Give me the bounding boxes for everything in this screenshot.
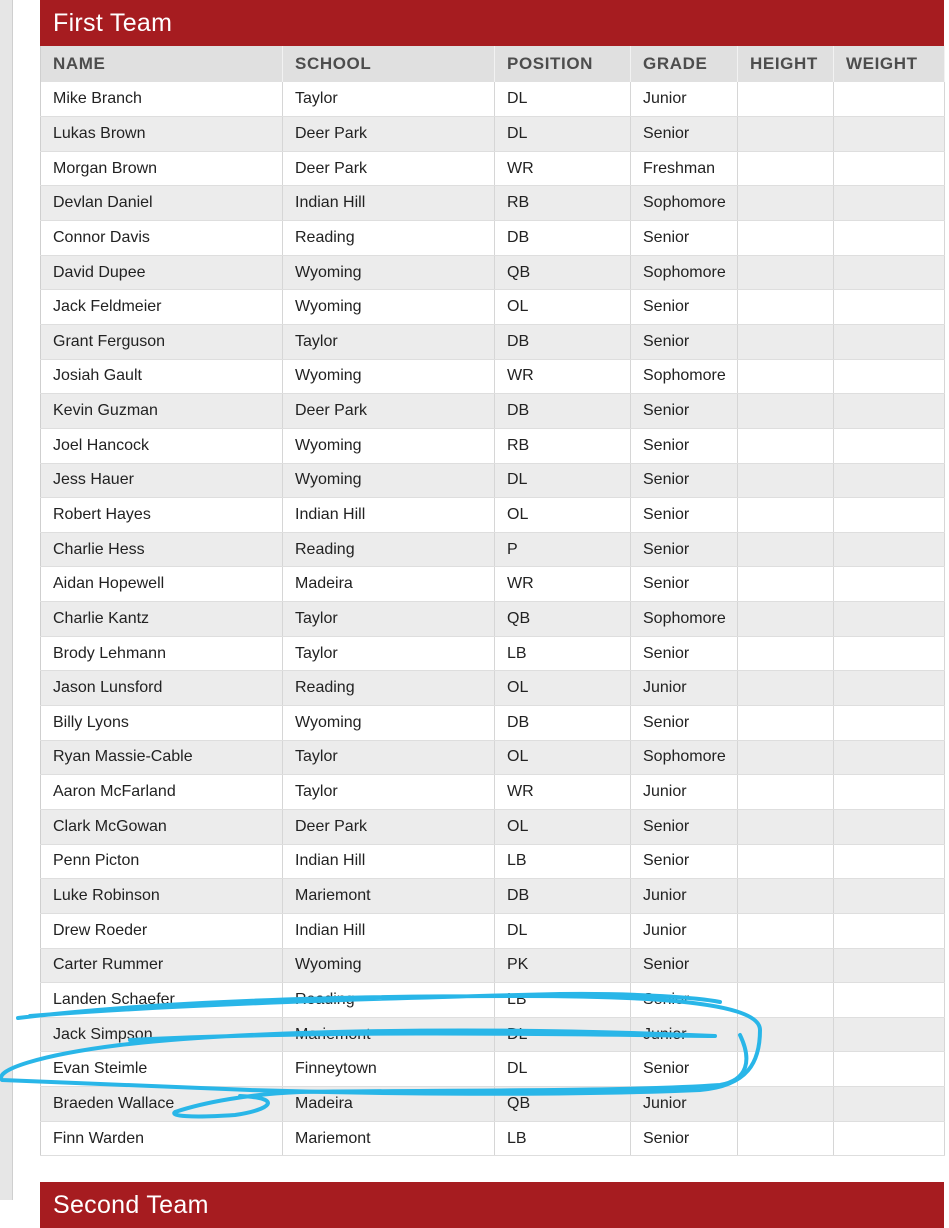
- cell-height: [738, 498, 834, 533]
- cell-grade: Senior: [631, 1121, 738, 1156]
- cell-weight: [834, 1052, 945, 1087]
- cell-height: [738, 775, 834, 810]
- cell-position: OL: [495, 498, 631, 533]
- cell-grade: Junior: [631, 671, 738, 706]
- cell-weight: [834, 913, 945, 948]
- cell-grade: Senior: [631, 1052, 738, 1087]
- cell-height: [738, 186, 834, 221]
- cell-position: WR: [495, 359, 631, 394]
- cell-weight: [834, 948, 945, 983]
- cell-school: Mariemont: [283, 879, 495, 914]
- table-row: [41, 463, 945, 498]
- cell-school: Madeira: [283, 567, 495, 602]
- cell-grade: Sophomore: [631, 740, 738, 775]
- cell-position: PK: [495, 948, 631, 983]
- cell-grade: Senior: [631, 706, 738, 741]
- cell-name: Joel Hancock: [41, 428, 283, 463]
- cell-weight: [834, 117, 945, 152]
- cell-height: [738, 567, 834, 602]
- cell-position: DB: [495, 879, 631, 914]
- cell-school: Indian Hill: [283, 186, 495, 221]
- cell-height: [738, 1087, 834, 1122]
- first-team-table: [40, 46, 945, 1156]
- cell-weight: [834, 394, 945, 429]
- cell-school: Reading: [283, 221, 495, 256]
- cell-name: Connor Davis: [41, 221, 283, 256]
- cell-school: Taylor: [283, 82, 495, 117]
- cell-school: Taylor: [283, 636, 495, 671]
- cell-grade: Senior: [631, 498, 738, 533]
- cell-school: Wyoming: [283, 706, 495, 741]
- cell-grade: Junior: [631, 775, 738, 810]
- cell-school: Reading: [283, 532, 495, 567]
- cell-weight: [834, 844, 945, 879]
- cell-grade: Junior: [631, 1087, 738, 1122]
- table-row: [41, 324, 945, 359]
- cell-height: [738, 394, 834, 429]
- cell-school: Madeira: [283, 1087, 495, 1122]
- table-row: [41, 636, 945, 671]
- cell-name: Lukas Brown: [41, 117, 283, 152]
- cell-position: QB: [495, 1087, 631, 1122]
- cell-position: DL: [495, 463, 631, 498]
- cell-height: [738, 1017, 834, 1052]
- cell-weight: [834, 671, 945, 706]
- column-header-school: SCHOOL: [283, 46, 495, 82]
- first-team-section: [40, 0, 944, 1156]
- cell-name: Billy Lyons: [41, 706, 283, 741]
- table-row: [41, 602, 945, 637]
- cell-weight: [834, 221, 945, 256]
- cell-weight: [834, 255, 945, 290]
- cell-grade: Senior: [631, 463, 738, 498]
- cell-name: Finn Warden: [41, 1121, 283, 1156]
- cell-position: QB: [495, 255, 631, 290]
- cell-grade: Senior: [631, 844, 738, 879]
- cell-position: LB: [495, 1121, 631, 1156]
- table-row: [41, 532, 945, 567]
- cell-height: [738, 844, 834, 879]
- cell-height: [738, 671, 834, 706]
- cell-school: Reading: [283, 671, 495, 706]
- cell-height: [738, 428, 834, 463]
- left-scroll-rail: [0, 0, 13, 1200]
- table-row: [41, 983, 945, 1018]
- cell-name: Aaron McFarland: [41, 775, 283, 810]
- table-row: [41, 498, 945, 533]
- cell-name: Drew Roeder: [41, 913, 283, 948]
- cell-school: Wyoming: [283, 948, 495, 983]
- cell-position: DL: [495, 913, 631, 948]
- cell-height: [738, 602, 834, 637]
- cell-grade: Senior: [631, 117, 738, 152]
- cell-position: LB: [495, 636, 631, 671]
- cell-position: LB: [495, 844, 631, 879]
- table-row: [41, 671, 945, 706]
- cell-name: Jack Feldmeier: [41, 290, 283, 325]
- table-row: [41, 1121, 945, 1156]
- cell-grade: Junior: [631, 1017, 738, 1052]
- cell-grade: Senior: [631, 948, 738, 983]
- cell-height: [738, 117, 834, 152]
- cell-height: [738, 706, 834, 741]
- cell-weight: [834, 1121, 945, 1156]
- cell-grade: Senior: [631, 567, 738, 602]
- cell-name: Brody Lehmann: [41, 636, 283, 671]
- table-row: [41, 844, 945, 879]
- cell-school: Wyoming: [283, 428, 495, 463]
- cell-weight: [834, 290, 945, 325]
- cell-grade: Junior: [631, 82, 738, 117]
- cell-weight: [834, 532, 945, 567]
- table-header-row: [41, 46, 945, 82]
- cell-grade: Junior: [631, 913, 738, 948]
- cell-height: [738, 983, 834, 1018]
- cell-position: RB: [495, 428, 631, 463]
- table-row: [41, 117, 945, 152]
- table-row: [41, 359, 945, 394]
- cell-name: Josiah Gault: [41, 359, 283, 394]
- cell-name: Jason Lunsford: [41, 671, 283, 706]
- cell-name: Devlan Daniel: [41, 186, 283, 221]
- cell-grade: Senior: [631, 290, 738, 325]
- cell-height: [738, 1121, 834, 1156]
- table-row: [41, 186, 945, 221]
- cell-name: Mike Branch: [41, 82, 283, 117]
- cell-school: Deer Park: [283, 809, 495, 844]
- cell-weight: [834, 706, 945, 741]
- table-row: [41, 255, 945, 290]
- cell-grade: Freshman: [631, 151, 738, 186]
- cell-grade: Senior: [631, 532, 738, 567]
- cell-grade: Sophomore: [631, 602, 738, 637]
- cell-school: Mariemont: [283, 1121, 495, 1156]
- cell-position: OL: [495, 740, 631, 775]
- table-row: [41, 913, 945, 948]
- cell-school: Wyoming: [283, 255, 495, 290]
- cell-weight: [834, 151, 945, 186]
- cell-weight: [834, 740, 945, 775]
- cell-name: Braeden Wallace: [41, 1087, 283, 1122]
- cell-name: Ryan Massie-Cable: [41, 740, 283, 775]
- cell-weight: [834, 567, 945, 602]
- first-team-header: First Team: [40, 0, 944, 46]
- cell-grade: Sophomore: [631, 359, 738, 394]
- cell-height: [738, 324, 834, 359]
- table-row: [41, 740, 945, 775]
- cell-position: DB: [495, 221, 631, 256]
- cell-weight: [834, 602, 945, 637]
- cell-school: Wyoming: [283, 463, 495, 498]
- cell-school: Mariemont: [283, 1017, 495, 1052]
- cell-grade: Senior: [631, 221, 738, 256]
- table-row: [41, 82, 945, 117]
- cell-weight: [834, 324, 945, 359]
- cell-school: Finneytown: [283, 1052, 495, 1087]
- cell-height: [738, 359, 834, 394]
- cell-position: WR: [495, 775, 631, 810]
- cell-position: OL: [495, 290, 631, 325]
- cell-height: [738, 948, 834, 983]
- cell-name: Luke Robinson: [41, 879, 283, 914]
- cell-weight: [834, 1087, 945, 1122]
- cell-name: Jess Hauer: [41, 463, 283, 498]
- cell-school: Reading: [283, 983, 495, 1018]
- cell-position: P: [495, 532, 631, 567]
- table-row: [41, 567, 945, 602]
- table-row: [41, 290, 945, 325]
- cell-height: [738, 290, 834, 325]
- cell-grade: Senior: [631, 809, 738, 844]
- cell-position: OL: [495, 809, 631, 844]
- cell-grade: Sophomore: [631, 255, 738, 290]
- table-row: [41, 394, 945, 429]
- cell-height: [738, 532, 834, 567]
- cell-position: WR: [495, 151, 631, 186]
- table-body: [41, 82, 945, 1156]
- cell-weight: [834, 983, 945, 1018]
- cell-school: Indian Hill: [283, 844, 495, 879]
- cell-name: Jack Simpson: [41, 1017, 283, 1052]
- cell-school: Taylor: [283, 775, 495, 810]
- cell-position: WR: [495, 567, 631, 602]
- cell-name: Robert Hayes: [41, 498, 283, 533]
- column-header-height: HEIGHT: [738, 46, 834, 82]
- cell-position: DB: [495, 706, 631, 741]
- cell-height: [738, 913, 834, 948]
- cell-school: Deer Park: [283, 117, 495, 152]
- cell-weight: [834, 82, 945, 117]
- cell-name: Penn Picton: [41, 844, 283, 879]
- cell-name: Clark McGowan: [41, 809, 283, 844]
- table-row: [41, 1052, 945, 1087]
- cell-weight: [834, 463, 945, 498]
- cell-position: DL: [495, 82, 631, 117]
- cell-name: Kevin Guzman: [41, 394, 283, 429]
- cell-height: [738, 809, 834, 844]
- cell-height: [738, 221, 834, 256]
- cell-height: [738, 636, 834, 671]
- cell-position: DB: [495, 324, 631, 359]
- cell-school: Taylor: [283, 740, 495, 775]
- cell-position: QB: [495, 602, 631, 637]
- second-team-header: Second Team: [40, 1182, 944, 1228]
- cell-weight: [834, 775, 945, 810]
- cell-height: [738, 151, 834, 186]
- cell-position: DL: [495, 1017, 631, 1052]
- cell-position: LB: [495, 983, 631, 1018]
- cell-weight: [834, 498, 945, 533]
- cell-grade: Junior: [631, 879, 738, 914]
- cell-name: Carter Rummer: [41, 948, 283, 983]
- cell-weight: [834, 428, 945, 463]
- cell-grade: Senior: [631, 324, 738, 359]
- table-row: [41, 879, 945, 914]
- table-row: [41, 221, 945, 256]
- table-row: [41, 809, 945, 844]
- cell-school: Deer Park: [283, 394, 495, 429]
- column-header-weight: WEIGHT: [834, 46, 945, 82]
- cell-school: Taylor: [283, 324, 495, 359]
- table-row: [41, 1087, 945, 1122]
- table-row: [41, 1017, 945, 1052]
- cell-name: Morgan Brown: [41, 151, 283, 186]
- cell-height: [738, 1052, 834, 1087]
- cell-name: Evan Steimle: [41, 1052, 283, 1087]
- cell-grade: Senior: [631, 428, 738, 463]
- cell-name: Charlie Hess: [41, 532, 283, 567]
- cell-position: DL: [495, 117, 631, 152]
- cell-name: Landen Schaefer: [41, 983, 283, 1018]
- table-row: [41, 775, 945, 810]
- cell-weight: [834, 879, 945, 914]
- cell-height: [738, 82, 834, 117]
- cell-grade: Senior: [631, 983, 738, 1018]
- cell-name: David Dupee: [41, 255, 283, 290]
- cell-position: RB: [495, 186, 631, 221]
- column-header-position: POSITION: [495, 46, 631, 82]
- cell-weight: [834, 636, 945, 671]
- table-row: [41, 151, 945, 186]
- column-header-grade: GRADE: [631, 46, 738, 82]
- cell-name: Charlie Kantz: [41, 602, 283, 637]
- second-team-section: [40, 1182, 944, 1228]
- cell-name: Grant Ferguson: [41, 324, 283, 359]
- cell-name: Aidan Hopewell: [41, 567, 283, 602]
- cell-height: [738, 463, 834, 498]
- cell-school: Wyoming: [283, 359, 495, 394]
- cell-weight: [834, 1017, 945, 1052]
- cell-grade: Senior: [631, 394, 738, 429]
- cell-position: DB: [495, 394, 631, 429]
- cell-grade: Senior: [631, 636, 738, 671]
- cell-school: Indian Hill: [283, 498, 495, 533]
- column-header-name: NAME: [41, 46, 283, 82]
- cell-position: OL: [495, 671, 631, 706]
- cell-weight: [834, 359, 945, 394]
- cell-height: [738, 255, 834, 290]
- cell-weight: [834, 186, 945, 221]
- table-row: [41, 428, 945, 463]
- cell-school: Deer Park: [283, 151, 495, 186]
- cell-height: [738, 879, 834, 914]
- cell-weight: [834, 809, 945, 844]
- cell-school: Indian Hill: [283, 913, 495, 948]
- cell-grade: Sophomore: [631, 186, 738, 221]
- cell-school: Wyoming: [283, 290, 495, 325]
- table-row: [41, 948, 945, 983]
- cell-height: [738, 740, 834, 775]
- cell-position: DL: [495, 1052, 631, 1087]
- cell-school: Taylor: [283, 602, 495, 637]
- table-row: [41, 706, 945, 741]
